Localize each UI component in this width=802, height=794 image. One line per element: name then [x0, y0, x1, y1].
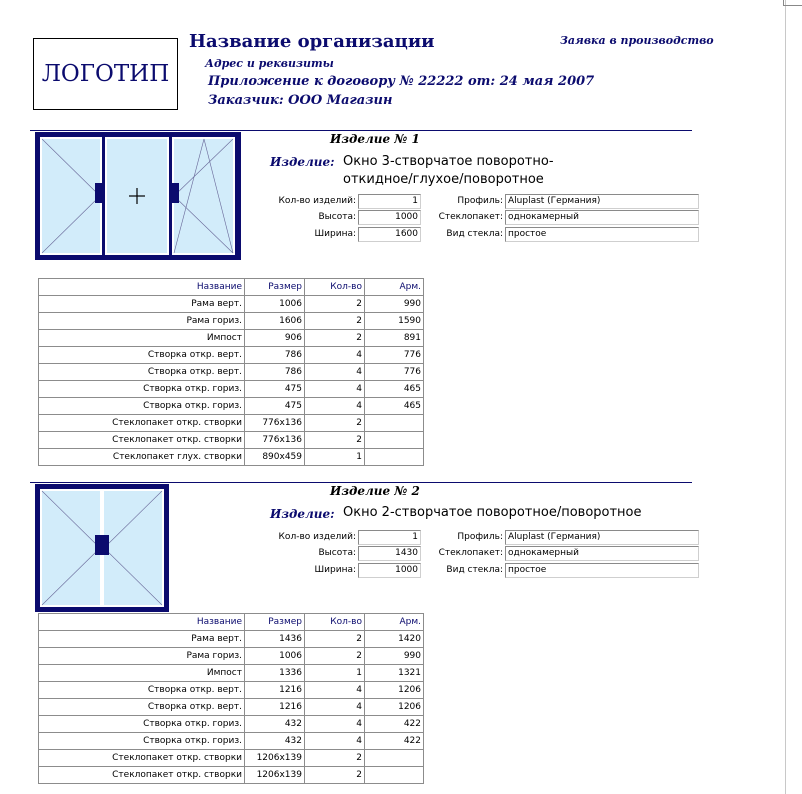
cell-arm — [365, 750, 424, 767]
cell-size: 475 — [245, 381, 305, 398]
table-row — [39, 767, 424, 784]
product-number: Изделие № 1 — [330, 132, 420, 146]
glass-unit-label: Стеклопакет: — [438, 212, 503, 222]
logo-box — [33, 38, 178, 110]
table-row — [39, 750, 424, 767]
cell-arm — [365, 432, 424, 449]
cell-arm — [365, 449, 424, 466]
cell-qty: 2 — [305, 313, 365, 330]
height-label: Высота: — [318, 212, 356, 222]
qty-value: 1 — [358, 194, 421, 209]
cell-qty: 1 — [305, 665, 365, 682]
cell-arm: 776 — [365, 364, 424, 381]
table-row — [39, 449, 424, 466]
cell-name: Створка откр. верт. — [39, 364, 245, 381]
cell-name: Рама гориз. — [39, 648, 245, 665]
product-label: Изделие: — [270, 507, 335, 521]
col-header-name: Название — [39, 279, 245, 296]
cell-name: Створка откр. гориз. — [39, 381, 245, 398]
qty-label: Кол-во изделий: — [278, 532, 356, 542]
cell-qty: 1 — [305, 449, 365, 466]
page-corner — [783, 0, 802, 6]
glass-type-label: Вид стекла: — [446, 565, 503, 575]
cell-size: 776x136 — [245, 415, 305, 432]
product-name-line2: откидное/глухое/поворотное — [343, 172, 544, 187]
cell-name: Створка откр. верт. — [39, 699, 245, 716]
cell-arm: 776 — [365, 347, 424, 364]
profile-value: Aluplast (Германия) — [505, 530, 699, 545]
cell-qty: 2 — [305, 415, 365, 432]
profile-label: Профиль: — [457, 196, 503, 206]
logo-text: ЛОГОТИП — [41, 61, 170, 87]
cell-qty: 2 — [305, 648, 365, 665]
table-row — [39, 682, 424, 699]
cell-size: 1216 — [245, 682, 305, 699]
cell-qty: 4 — [305, 682, 365, 699]
cell-size: 776x136 — [245, 432, 305, 449]
profile-label: Профиль: — [457, 532, 503, 542]
table-header-row — [39, 614, 424, 631]
cell-name: Стеклопакет откр. створки — [39, 432, 245, 449]
parts-table-2 — [38, 613, 424, 784]
cell-arm — [365, 415, 424, 432]
product-name-line1: Окно 3-створчатое поворотно- — [343, 154, 554, 169]
cell-name: Рама гориз. — [39, 313, 245, 330]
cell-qty: 4 — [305, 381, 365, 398]
cell-arm: 891 — [365, 330, 424, 347]
cell-name: Стеклопакет откр. створки — [39, 750, 245, 767]
cell-name: Импост — [39, 330, 245, 347]
cell-size: 1436 — [245, 631, 305, 648]
cell-qty: 4 — [305, 347, 365, 364]
cell-size: 786 — [245, 347, 305, 364]
height-label: Высота: — [318, 548, 356, 558]
table-header-row — [39, 279, 424, 296]
cell-arm: 1420 — [365, 631, 424, 648]
glass-type-label: Вид стекла: — [446, 229, 503, 239]
table-row — [39, 415, 424, 432]
table-row — [39, 364, 424, 381]
table-row — [39, 665, 424, 682]
cell-size: 432 — [245, 716, 305, 733]
contract-line: Приложение к договору № 22222 от: 24 мая 2007 — [208, 74, 595, 89]
cell-arm: 422 — [365, 733, 424, 750]
width-value: 1000 — [358, 563, 421, 578]
cell-name: Створка откр. верт. — [39, 347, 245, 364]
cell-size: 1206x139 — [245, 767, 305, 784]
cell-arm: 465 — [365, 381, 424, 398]
cell-name: Створка откр. гориз. — [39, 733, 245, 750]
col-header-size: Размер — [245, 614, 305, 631]
cell-size: 1006 — [245, 296, 305, 313]
table-row — [39, 648, 424, 665]
table-row — [39, 432, 424, 449]
cell-qty: 2 — [305, 750, 365, 767]
cell-size: 1606 — [245, 313, 305, 330]
cell-size: 475 — [245, 398, 305, 415]
cell-size: 906 — [245, 330, 305, 347]
cell-arm: 422 — [365, 716, 424, 733]
cell-size: 890x459 — [245, 449, 305, 466]
width-label: Ширина: — [314, 229, 356, 239]
table-row — [39, 716, 424, 733]
table-row — [39, 313, 424, 330]
cell-arm: 1590 — [365, 313, 424, 330]
product-number: Изделие № 2 — [330, 484, 420, 498]
cell-qty: 4 — [305, 716, 365, 733]
cell-name: Створка откр. гориз. — [39, 716, 245, 733]
height-value: 1000 — [358, 210, 421, 225]
cell-arm: 990 — [365, 648, 424, 665]
product-name-line1: Окно 2-створчатое поворотное/поворотное — [343, 505, 642, 520]
cell-qty: 4 — [305, 733, 365, 750]
width-label: Ширина: — [314, 565, 356, 575]
glass-type-value: простое — [505, 563, 699, 578]
table-row — [39, 699, 424, 716]
cell-qty: 2 — [305, 296, 365, 313]
cell-arm: 1321 — [365, 665, 424, 682]
cell-arm: 1206 — [365, 699, 424, 716]
table-row — [39, 381, 424, 398]
cell-size: 1336 — [245, 665, 305, 682]
parts-table-1 — [38, 278, 424, 466]
table-row — [39, 398, 424, 415]
cell-size: 432 — [245, 733, 305, 750]
qty-label: Кол-во изделий: — [278, 196, 356, 206]
table-row — [39, 631, 424, 648]
glass-unit-label: Стеклопакет: — [438, 548, 503, 558]
cell-name: Стеклопакет глух. створки — [39, 449, 245, 466]
cell-name: Импост — [39, 665, 245, 682]
customer-line: Заказчик: ООО Магазин — [208, 93, 393, 108]
profile-value: Aluplast (Германия) — [505, 194, 699, 209]
cell-size: 1206x139 — [245, 750, 305, 767]
cell-name: Створка откр. гориз. — [39, 398, 245, 415]
cell-size: 1216 — [245, 699, 305, 716]
request-type: Заявка в производство — [560, 34, 714, 47]
cell-size: 1006 — [245, 648, 305, 665]
col-header-name: Название — [39, 614, 245, 631]
glass-type-value: простое — [505, 227, 699, 242]
cell-name: Стеклопакет откр. створки — [39, 415, 245, 432]
col-header-size: Размер — [245, 279, 305, 296]
cell-qty: 2 — [305, 432, 365, 449]
col-header-arm: Арм. — [365, 614, 424, 631]
table-row — [39, 347, 424, 364]
table-row — [39, 296, 424, 313]
cell-qty: 4 — [305, 699, 365, 716]
cell-qty: 4 — [305, 364, 365, 381]
cell-arm — [365, 767, 424, 784]
table-row — [39, 733, 424, 750]
org-name: Название организации — [189, 31, 435, 52]
cell-arm: 990 — [365, 296, 424, 313]
table-row — [39, 330, 424, 347]
window-drawing-1 — [34, 131, 242, 261]
cell-name: Створка откр. верт. — [39, 682, 245, 699]
cell-qty: 2 — [305, 767, 365, 784]
cell-name: Рама верт. — [39, 631, 245, 648]
glass-unit-value: однокамерный — [505, 546, 699, 561]
cell-name: Стеклопакет откр. створки — [39, 767, 245, 784]
page-right-edge — [785, 0, 786, 794]
col-header-qty: Кол-во — [305, 614, 365, 631]
cell-qty: 2 — [305, 330, 365, 347]
window-drawing-2 — [34, 483, 170, 613]
glass-unit-value: однокамерный — [505, 210, 699, 225]
qty-value: 1 — [358, 530, 421, 545]
cell-arm: 1206 — [365, 682, 424, 699]
height-value: 1430 — [358, 546, 421, 561]
org-address: Адрес и реквизиты — [205, 57, 334, 70]
cell-arm: 465 — [365, 398, 424, 415]
cell-qty: 2 — [305, 631, 365, 648]
product-label: Изделие: — [270, 155, 335, 169]
col-header-qty: Кол-во — [305, 279, 365, 296]
cell-qty: 4 — [305, 398, 365, 415]
col-header-arm: Арм. — [365, 279, 424, 296]
cell-name: Рама верт. — [39, 296, 245, 313]
cell-size: 786 — [245, 364, 305, 381]
width-value: 1600 — [358, 227, 421, 242]
